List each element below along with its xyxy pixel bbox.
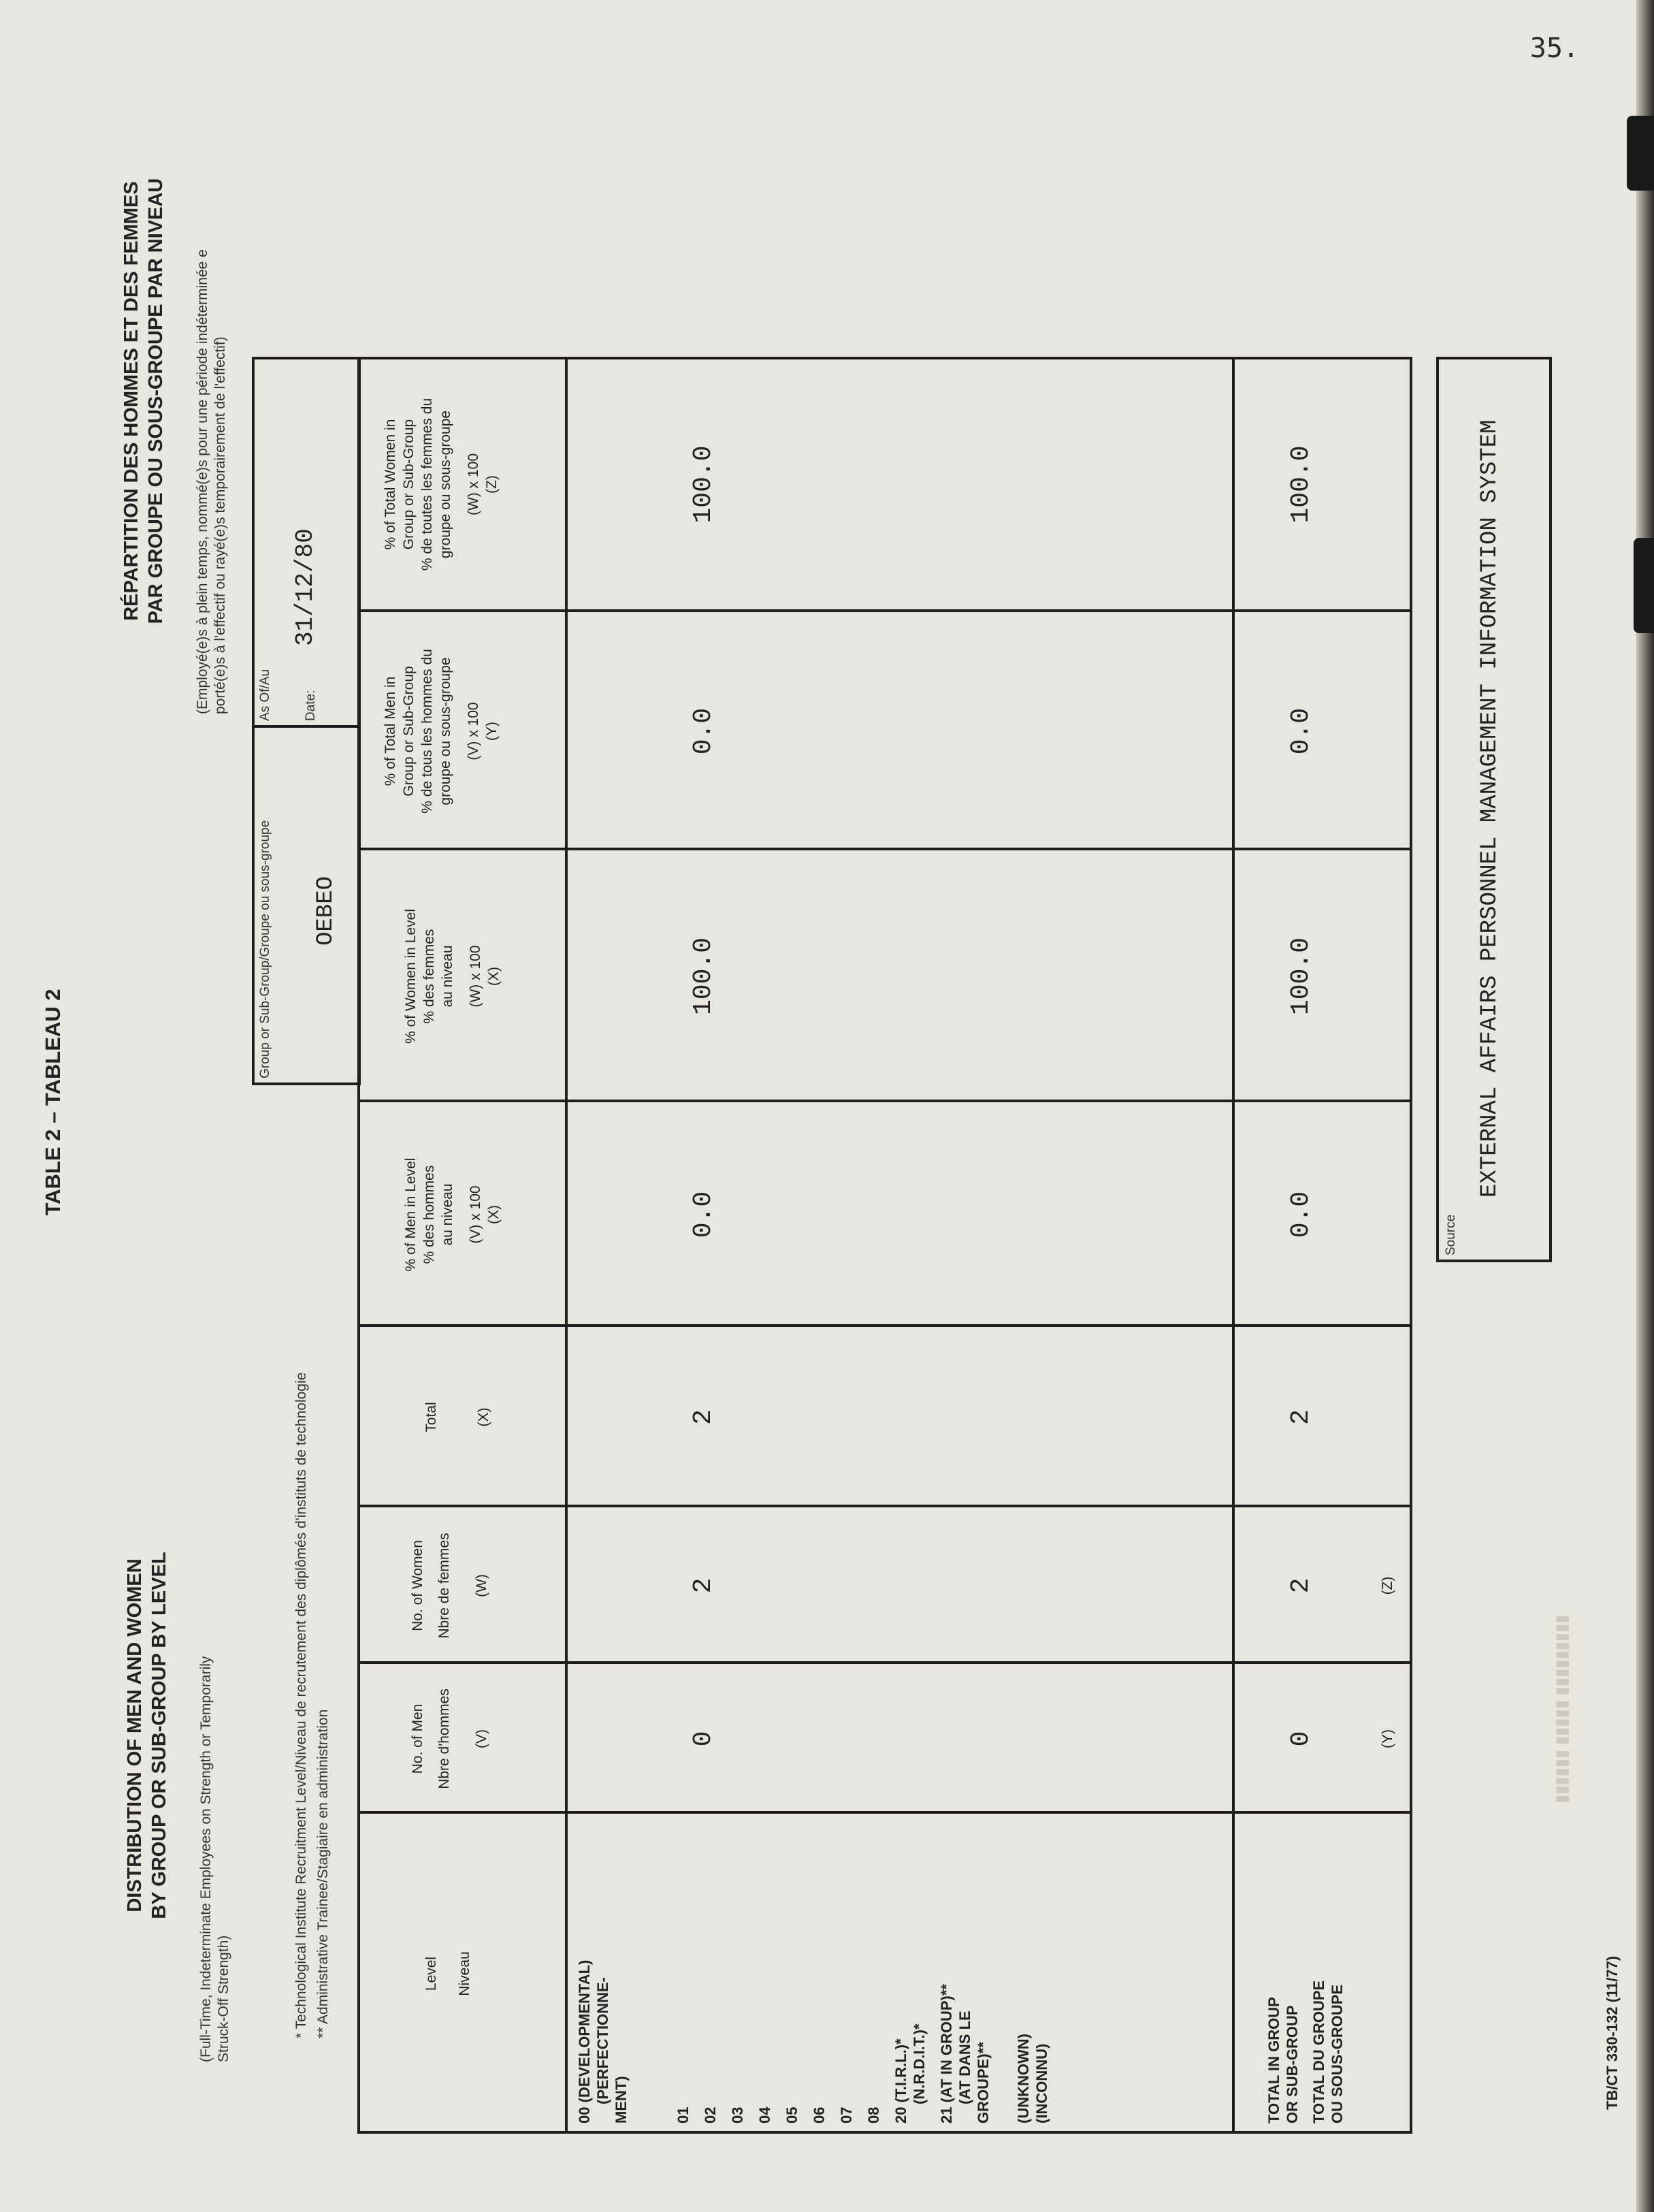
total-value-men: 0 (1286, 1731, 1316, 1747)
col-pct-men-group-header (381, 618, 501, 845)
column-header-line: % des femmes (421, 929, 437, 1024)
column-header-line: % de toutes les femmes du (419, 398, 435, 571)
title-en-line1: DISTRIBUTION OF MEN AND WOMEN (124, 1558, 146, 1912)
data-value-pct-men-group: 0.0 (689, 707, 718, 755)
level-label: (UNKNOWN) (1015, 2034, 1032, 2123)
data-value-pct-women-level: 100.0 (689, 937, 718, 1016)
bleed-through: ▮▮▮▮▮▮ ▮▮▮▮▮ ▮▮▮▮▮▮▮▮▮ (1553, 1614, 1571, 1804)
level-label: (AT DANS LE (956, 2010, 973, 2104)
as-of-label: As Of/Au (258, 669, 272, 721)
column-header-line: groupe ou sous-groupe (438, 410, 453, 559)
column-header-line: au niveau (440, 945, 455, 1008)
level-label: 07 (838, 2106, 855, 2123)
column-header-line: (V) x 100 (468, 1185, 483, 1244)
date-value: 31/12/80 (291, 528, 319, 646)
title-fr-line1: RÉPARTITION DES HOMMES ET DES FEMMES (120, 181, 142, 621)
data-value-men: 0 (689, 1731, 718, 1747)
level-label: 04 (756, 2106, 773, 2123)
level-label: 03 (729, 2106, 746, 2123)
level-label: (N.R.D.I.T.)* (911, 2023, 928, 2104)
level-label: 21 (AT IN GROUP)** (938, 1984, 955, 2123)
column-header-line: (X) (486, 1205, 502, 1224)
group-label: Group or Sub-Group/Groupe ou sous-groupe (258, 820, 272, 1078)
column-header-line: % des hommes (421, 1165, 437, 1264)
source-value: EXTERNAL AFFAIRS PERSONNEL MANAGEMENT INFORMATION SYSTEM (1477, 419, 1503, 1198)
column-header-line: Niveau (457, 1951, 472, 1996)
column-header-line: Nbre de femmes (436, 1533, 452, 1639)
col-pct-men-level-header (402, 1108, 503, 1321)
footnote-1: * Technological Institute Recruitment Level/Niveau de recrutement des diplômés d'instituts de technologie (293, 1372, 309, 2038)
column-header-line: % de tous les hommes du (419, 649, 435, 814)
total-symbol: (Z) (1380, 1576, 1395, 1595)
total-value-women: 2 (1286, 1577, 1316, 1594)
column-header-line: % of Women in Level (403, 908, 419, 1044)
col-pct-women-group-header (381, 362, 501, 607)
column-divider (357, 1811, 1412, 1814)
level-label: (PERFECTIONNE- (594, 1977, 611, 2104)
column-header-line: Group or Sub-Group (401, 666, 417, 797)
page-number: 35. (1529, 33, 1579, 64)
total-value-pct-women-level: 100.0 (1286, 937, 1316, 1016)
column-header-line: (X) (476, 1407, 491, 1427)
column-header-line: % of Men in Level (403, 1157, 419, 1272)
total-label: TOTAL IN GROUP (1265, 1997, 1282, 2123)
total-label: OR SUB-GROUP (1284, 2005, 1301, 2123)
level-label: 08 (865, 2106, 882, 2123)
column-divider (357, 1324, 1412, 1327)
data-value-women: 2 (689, 1577, 718, 1594)
total-label: TOTAL DU GROUPE (1310, 1980, 1327, 2123)
data-value-pct-women-group: 100.0 (689, 445, 718, 524)
data-value-pct-men-level: 0.0 (689, 1191, 718, 1238)
total-symbol: (Y) (1380, 1729, 1395, 1748)
col-level-header (422, 1819, 474, 2128)
distribution-table (357, 357, 1412, 2134)
level-label: 01 (675, 2106, 692, 2123)
column-divider (357, 609, 1412, 612)
column-header-line: (Y) (484, 722, 500, 741)
level-label: 06 (811, 2106, 828, 2123)
subtitle-fr-line1: (Employé(e)s à plein temps, nommé(e)s pour une période indéterminée e (195, 249, 210, 714)
column-header-line: % of Total Men in (383, 676, 398, 786)
level-label: GROUPE)** (975, 2042, 992, 2123)
column-header-line: No. of Men (410, 1703, 425, 1774)
total-separator (1232, 357, 1235, 2134)
subtitle-en-line1: (Full-Time, Indeterminate Employees on Strength or Temporarily (198, 1656, 214, 2062)
col-total-header (422, 1332, 493, 1502)
subtitle-en-line2: Struck-Off Strength) (216, 1935, 231, 2062)
column-header-line: groupe ou sous-groupe (438, 657, 453, 805)
total-value-pct-women-group: 100.0 (1286, 445, 1316, 524)
column-header-line: Level (423, 1956, 439, 1991)
column-header-line: (Z) (484, 475, 500, 494)
col-women-header (408, 1513, 491, 1658)
column-header-line: (V) (474, 1729, 489, 1748)
column-header-line: No. of Women (410, 1540, 425, 1631)
level-label: 20 (T.I.R.L.)* (892, 2038, 909, 2123)
column-header-line: Nbre d'hommes (436, 1688, 452, 1789)
group-value: OEBEO (313, 876, 339, 946)
column-header-line: (W) (474, 1574, 489, 1597)
column-header-line: % of Total Women in (383, 419, 398, 550)
column-header-line: Group or Sub-Group (401, 419, 417, 550)
column-header-line: Total (423, 1402, 439, 1432)
level-label: MENT) (613, 2076, 630, 2123)
column-header-line: (W) x 100 (468, 945, 483, 1008)
subtitle-fr-line2: porté(e)s à l'effectif ou rayé(e)s temporairement de l'effectif) (212, 336, 228, 714)
total-value-pct-men-level: 0.0 (1286, 1191, 1316, 1238)
column-header-line: au niveau (440, 1183, 455, 1246)
group-box-divider (252, 725, 361, 728)
source-label: Source (1444, 1214, 1458, 1255)
total-value-pct-men-group: 0.0 (1286, 707, 1316, 755)
column-divider (357, 1661, 1412, 1664)
column-divider (357, 848, 1412, 850)
header-separator (565, 357, 568, 2134)
col-men-header (408, 1669, 491, 1808)
col-pct-women-level-header (402, 856, 503, 1097)
column-divider (357, 1505, 1412, 1507)
form-number: TB/CT 330-132 (11/77) (1604, 1955, 1621, 2110)
level-label: 05 (783, 2106, 800, 2123)
column-header-line: (W) x 100 (466, 453, 481, 516)
column-header-line: (X) (486, 967, 502, 986)
level-label: 00 (DEVELOPMENTAL) (576, 1959, 593, 2123)
total-label: OU SOUS-GROUPE (1329, 1984, 1346, 2123)
date-label: Date: (304, 690, 318, 721)
footnote-2: ** Administrative Trainee/Stagiaire en administration (315, 1709, 331, 2038)
level-label: (INCONNU) (1033, 2043, 1050, 2123)
data-value-total: 2 (689, 1409, 718, 1425)
total-value-total: 2 (1286, 1409, 1316, 1425)
table-title: TABLE 2 – TABLEAU 2 (41, 989, 65, 1216)
level-label: 02 (702, 2106, 719, 2123)
column-divider (357, 1100, 1412, 1102)
title-fr-line2: PAR GROUPE OU SOUS-GROUPE PAR NIVEAU (145, 178, 167, 624)
title-en-line2: BY GROUP OR SUB-GROUP BY LEVEL (148, 1552, 170, 1919)
column-header-line: (V) x 100 (466, 702, 481, 760)
